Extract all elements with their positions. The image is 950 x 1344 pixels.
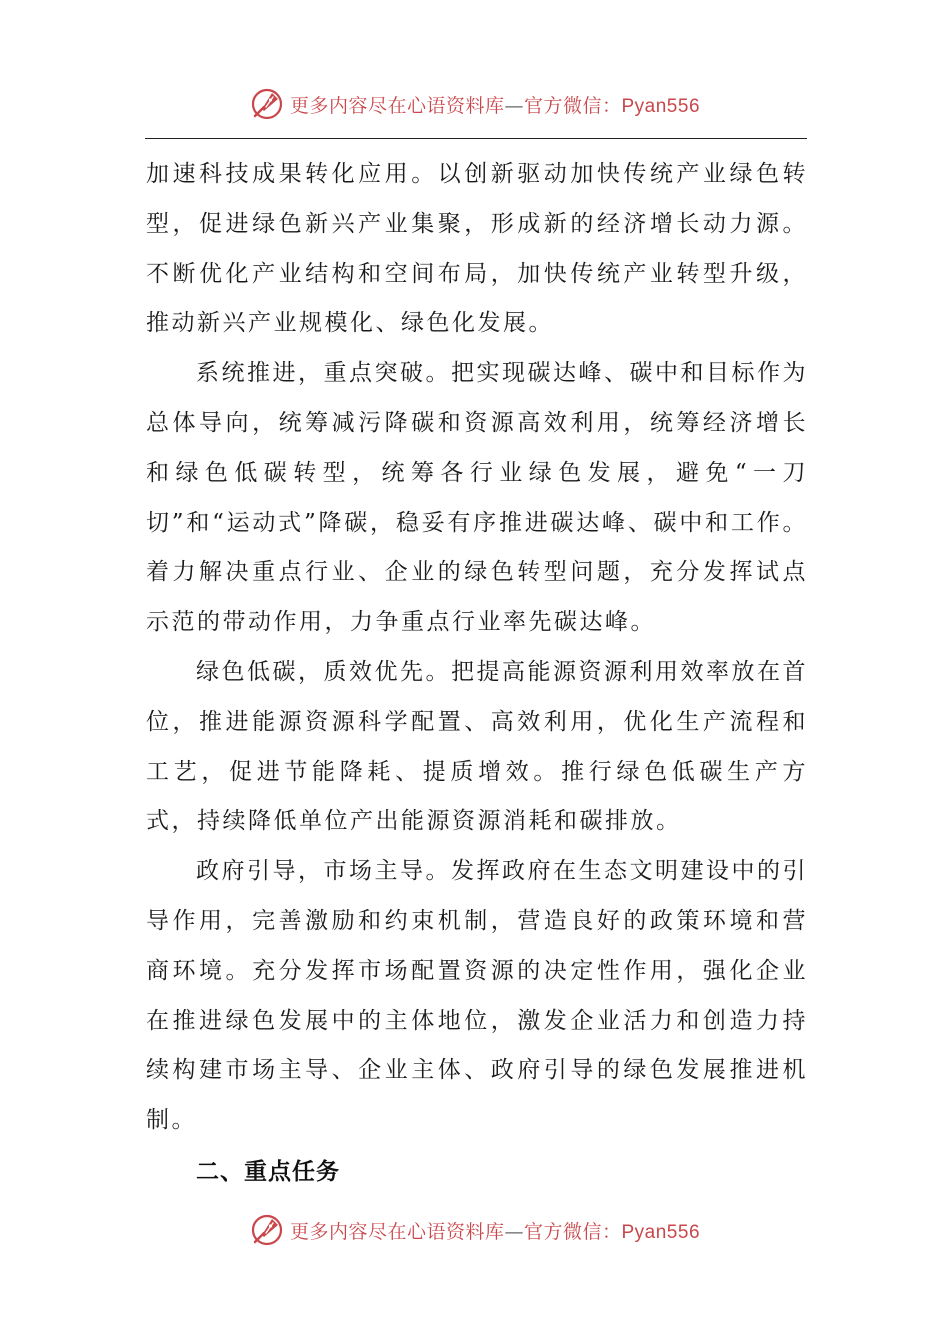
footer-banner-inner: [250, 1213, 700, 1247]
pen-nib-logo-icon: [250, 1213, 284, 1247]
official-label: 官方微信：: [523, 1220, 622, 1243]
header-banner-text: [290, 91, 700, 118]
pen-nib-logo-icon: [250, 87, 284, 121]
paragraph-green-low-carbon: 绿色低碳，质效优先。把提高能源资源利用效率放在首位，推进能源资源科学配置、高效利用，优化生产流程和工艺，促进节能降耗、提质增效。推行绿色低碳生产方式，持续降低单位产出能源资源消耗和碳排放。: [146, 658, 808, 835]
section-heading: 二、重点任务: [196, 1158, 340, 1185]
footer-banner: [0, 1210, 950, 1250]
header-banner-inner: [250, 87, 700, 121]
header-banner: [0, 84, 950, 124]
contact-id: Pyan556: [621, 1221, 701, 1243]
document-body: [146, 150, 808, 1198]
footer-banner-text: [290, 1217, 700, 1244]
brand-text: 更多内容尽在心语资料库: [289, 1220, 505, 1243]
contact-id: Pyan556: [621, 95, 701, 117]
paragraph-systematic-advance: 系统推进，重点突破。把实现碳达峰、碳中和目标作为总体导向，统筹减污降碳和资源高效利用，统筹经济增长和绿色低碳转型，统筹各行业绿色发展，避免“一刀切”和“运动式”降碳，稳妥有序推进碳达峰、碳中和工作。着力解决重点行业、企业的绿色转型问题，充分发挥试点示范的带动作用，力争重点行业率先碳达峰。: [146, 360, 808, 636]
banner-separator: —: [504, 94, 524, 117]
banner-separator: —: [504, 1220, 524, 1243]
paragraph-continuation: 加速科技成果转化应用。以创新驱动加快传统产业绿色转型，促进绿色新兴产业集聚，形成新的经济增长动力源。不断优化产业结构和空间布局，加快传统产业转型升级，推动新兴产业规模化、绿色化发展。: [146, 161, 808, 337]
header-divider: [145, 138, 807, 139]
paragraph-government-guidance: 政府引导，市场主导。发挥政府在生态文明建设中的引导作用，完善激励和约束机制，营造良好的政策环境和营商环境。充分发挥市场配置资源的决定性作用，强化企业在推进绿色发展中的主体地位，激发企业活力和创造力持续构建市场主导、企业主体、政府引导的绿色发展推进机制。: [146, 858, 808, 1134]
official-label: 官方微信：: [523, 94, 622, 117]
brand-text: 更多内容尽在心语资料库: [289, 94, 505, 117]
